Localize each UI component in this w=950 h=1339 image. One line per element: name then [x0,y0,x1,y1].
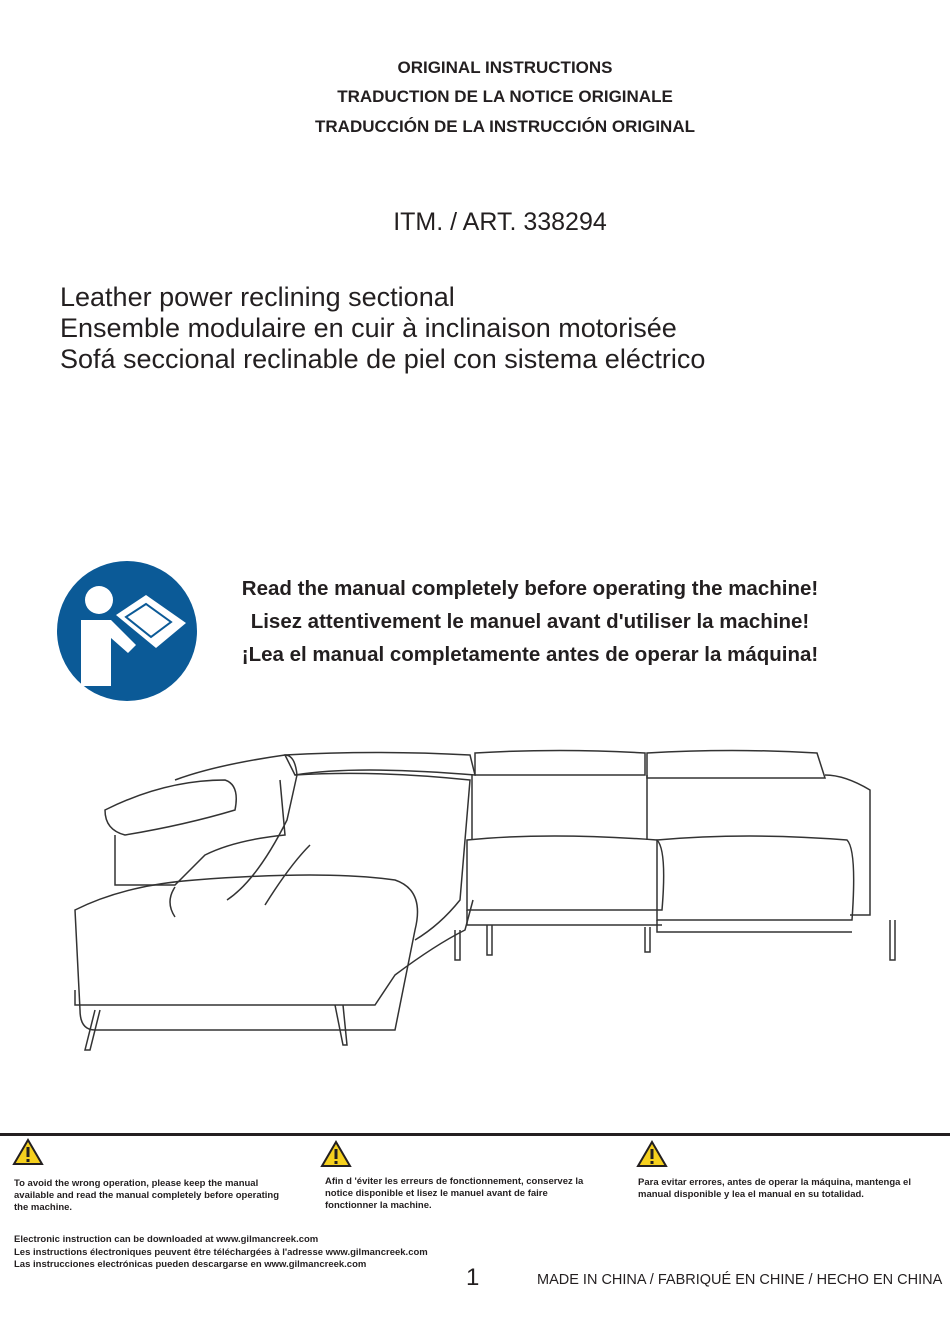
header-line-1: ORIGINAL INSTRUCTIONS [397,58,613,77]
item-number: ITM. / ART. 338294 [393,208,607,236]
product-names [60,282,705,375]
warning-triangle-icon [636,1140,668,1168]
warning-en: To avoid the wrong operation, please keep the manual available and read the manual completely before operating the machine. [14,1178,280,1213]
download-es: Las instrucciones electrónicas pueden descargarse en www.gilmancreek.com [14,1259,367,1270]
warning-fr: Afin d 'éviter les erreurs de fonctionnement, conservez la notice disponible et lisez le manuel avant de faire fonctionner la machine. [325,1176,584,1211]
read-manual-en: Read the manual completely before operating the machine! [241,577,819,600]
header-line-2: TRADUCTION DE LA NOTICE ORIGINALE [337,87,673,106]
divider [0,1133,950,1136]
header-line-3: TRADUCCIÓN DE LA INSTRUCCIÓN ORIGINAL [315,117,695,136]
read-manual-icon [56,560,198,702]
read-manual-es: ¡Lea el manual completamente antes de operar la máquina! [241,643,819,666]
read-manual-fr: Lisez attentivement le manuel avant d'utiliser la machine! [250,610,810,633]
warning-triangle-icon [320,1140,352,1168]
read-manual-text [220,572,840,671]
warning-es: Para evitar errores, antes de operar la máquina, mantenga el manual disponible y lea el manual en su totalidad. [638,1177,911,1200]
product-name-fr: Ensemble modulaire en cuir à inclinaison motorisée [60,313,677,343]
warning-triangle-icon [12,1138,44,1166]
download-fr: Les instructions électroniques peuvent être téléchargées à l'adresse www.gilmancreek.com [14,1246,428,1258]
product-name-en: Leather power reclining sectional [60,282,455,312]
made-in: MADE IN CHINA / FABRIQUÉ EN CHINE / HECHO EN CHINA [537,1272,943,1288]
page-number: 1 [466,1264,480,1291]
sectional-sofa-illustration [55,745,910,1065]
download-en: Electronic instruction can be downloaded at www.gilmancreek.com [14,1234,319,1245]
download-info [14,1234,428,1272]
product-name-es: Sofá seccional reclinable de piel con sistema eléctrico [60,344,706,374]
